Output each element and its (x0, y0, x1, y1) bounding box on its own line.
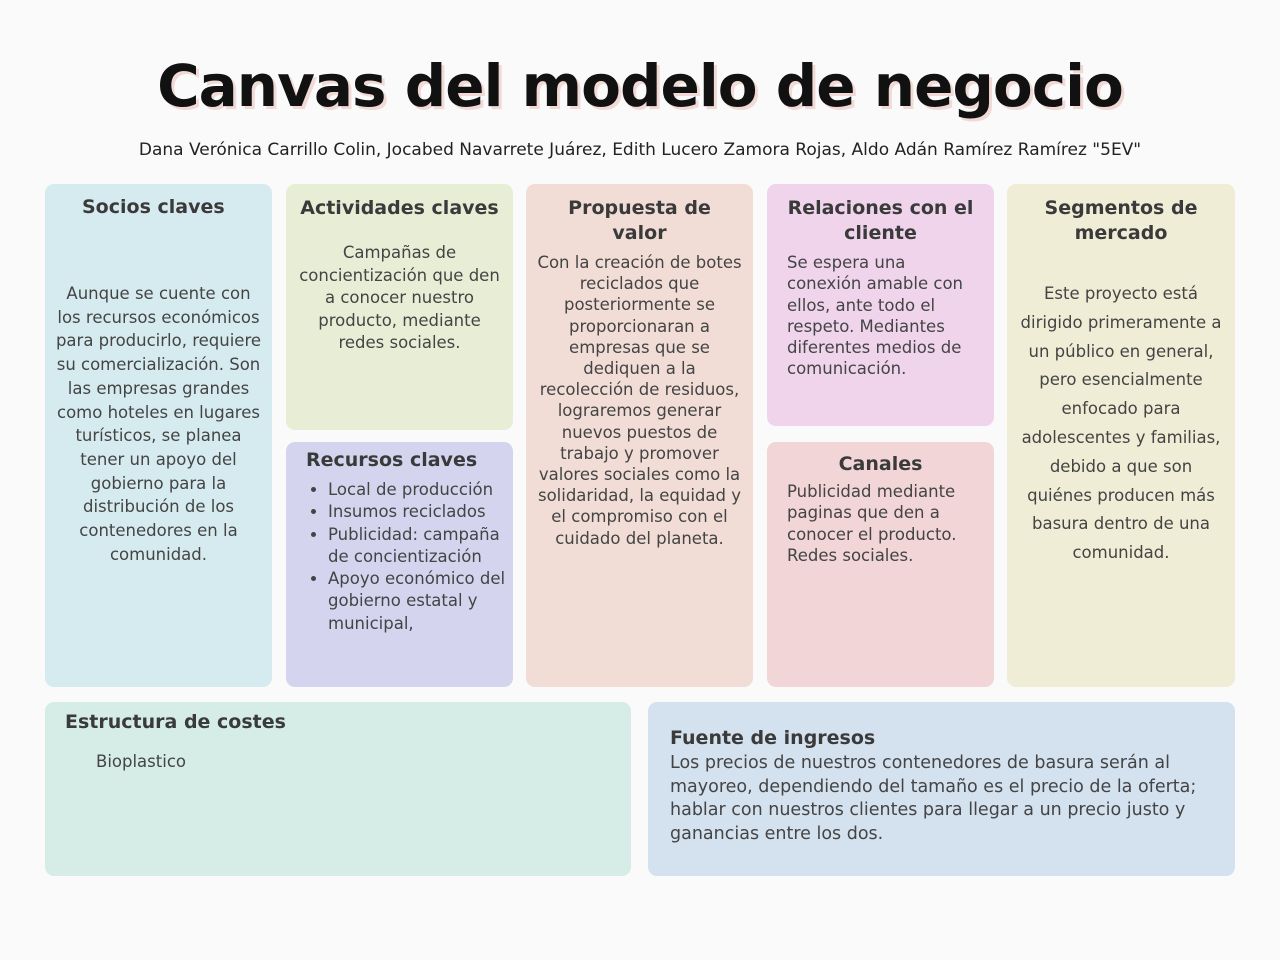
card-title: Socios claves (82, 196, 225, 218)
card-fuente-de-ingresos (648, 702, 1235, 876)
card-estructura-de-costes (45, 702, 631, 876)
card-title: Fuente de ingresos (670, 727, 876, 749)
card-text: Con la creación de botes reciclados que posteriormente se proporcionaran a empresas que se dediquen a la recolección de residuos, lograremos generar nuevos puestos de trabajo y promover valores sociales como la solidaridad, la equidad y el compromiso con el cuidado del planeta. (537, 253, 742, 548)
card-title: Actividades claves (300, 197, 499, 219)
resource-list (328, 479, 508, 635)
card-title: Estructura de costes (65, 711, 286, 733)
card-text: Campañas de concientización que den a conocer nuestro producto, mediante redes sociales. (299, 243, 500, 352)
card-text: Bioplastico (96, 752, 186, 771)
card-title: Canales (838, 453, 923, 475)
authors-line: Dana Verónica Carrillo Colin, Jocabed Navarrete Juárez, Edith Lucero Zamora Rojas, Aldo Adán Ramírez Ramírez "5EV" (138, 140, 1142, 160)
card-title: Segmentos de mercado (1044, 197, 1198, 244)
card-relaciones-con-el-cliente (767, 184, 994, 426)
card-canales (767, 442, 994, 687)
list-item: • Apoyo económico del gobierno estatal y municipal, (328, 568, 508, 635)
list-item: • Publicidad: campaña de concientización (328, 524, 508, 569)
card-text: Los precios de nuestros contenedores de basura serán al mayoreo, dependiendo del tamaño es el precio de la oferta; hablar con nuestros clientes para llegar a un precio justo y ganancias entre los dos. (670, 753, 1197, 845)
list-item: • Local de producción (328, 479, 508, 501)
card-socios-claves (45, 184, 272, 687)
card-actividades-claves (286, 184, 513, 430)
card-text: Aunque se cuente con los recursos económicos para producirlo, requiere su comercialización. Son las empresas grandes como hoteles en lugares turísticos, se planea tener un apoyo del gobierno para la distribución de los contenedores en la comunidad. (55, 284, 262, 564)
card-title: Recursos claves (306, 449, 478, 471)
card-text: Publicidad mediante paginas que den a conocer el producto. Redes sociales. (787, 482, 957, 565)
card-segmentos-de-mercado (1007, 184, 1235, 687)
card-text: Este proyecto está dirigido primeramente a un público en general, pero esencialmente enfocado para adolescentes y familias, debido a que son quiénes producen más basura dentro de una comunidad. (1020, 284, 1222, 563)
card-text: Se espera una conexión amable con ellos, ante todo el respeto. Mediantes diferentes medios de comunicación. (787, 253, 964, 379)
card-recursos-claves (286, 442, 513, 687)
page-title: Canvas del modelo de negocio (157, 52, 1123, 120)
list-item: • Insumos reciclados (328, 501, 508, 523)
card-propuesta-de-valor (526, 184, 753, 687)
card-title: Propuesta de valor (568, 197, 711, 244)
card-title: Relaciones con el cliente (787, 197, 974, 244)
